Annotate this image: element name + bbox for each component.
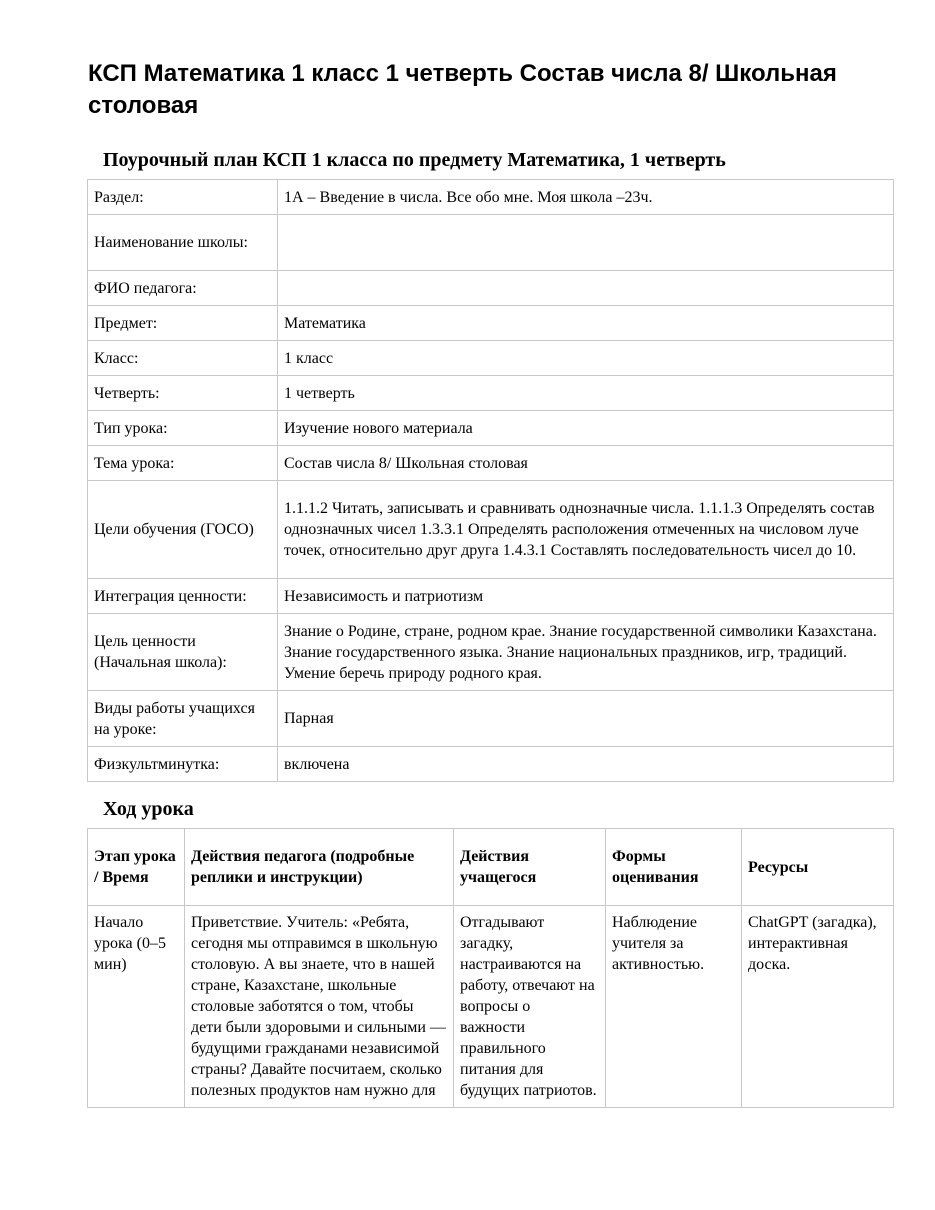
column-header-assessment: Формы оценивания <box>606 829 742 906</box>
info-value: 1.1.1.2 Читать, записывать и сравнивать однозначные числа. 1.1.1.3 Определять состав однозначных чисел 1.3.3.1 Определять расположения отмеченных на числовом луче точек, относительно друг друга 1.4.3.1 Составлять последовательность чисел до 10. <box>278 481 894 579</box>
info-label: Предмет: <box>88 306 278 341</box>
info-label: Раздел: <box>88 180 278 215</box>
column-header-resources: Ресурсы <box>742 829 894 906</box>
document-title: КСП Математика 1 класс 1 четверть Состав числа 8/ Школьная столовая <box>88 60 837 119</box>
info-value <box>278 271 894 306</box>
info-value <box>278 215 894 271</box>
info-row-school <box>88 215 894 271</box>
info-row-exercise-break <box>88 747 894 782</box>
info-row-subject <box>88 306 894 341</box>
info-value: Знание о Родине, стране, родном крае. Знание государственной символики Казахстана. Знание государственного языка. Знание национальных праздников, игр, традиций. Умение беречь природу родного края. <box>278 614 894 691</box>
cell-resources: ChatGPT (загадка), интерактивная доска. <box>742 906 894 1108</box>
info-row-lesson-type <box>88 411 894 446</box>
cell-student-actions: Отгадывают загадку, настраиваются на работу, отвечают на вопросы о важности правильного питания для будущих патриотов. <box>454 906 606 1108</box>
info-row-value-integration <box>88 579 894 614</box>
column-header-student-actions: Действия учащегося <box>454 829 606 906</box>
info-value: Математика <box>278 306 894 341</box>
info-label: Физкультминутка: <box>88 747 278 782</box>
info-label: ФИО педагога: <box>88 271 278 306</box>
info-label: Четверть: <box>88 376 278 411</box>
column-header-stage: Этап урока / Время <box>88 829 185 906</box>
lesson-flow-heading: Ход урока <box>103 798 194 820</box>
info-row-grade <box>88 341 894 376</box>
lesson-flow-table <box>87 828 894 1108</box>
plan-heading: Поурочный план КСП 1 класса по предмету Математика, 1 четверть <box>103 149 726 171</box>
info-label: Цели обучения (ГОСО) <box>88 481 278 579</box>
info-label: Цель ценности (Начальная школа): <box>88 614 278 691</box>
info-row-quarter <box>88 376 894 411</box>
info-label: Тема урока: <box>88 446 278 481</box>
table-row <box>88 906 894 1108</box>
info-value: Независимость и патриотизм <box>278 579 894 614</box>
info-value: Изучение нового материала <box>278 411 894 446</box>
cell-stage: Начало урока (0–5 мин) <box>88 906 185 1108</box>
info-value: 1 четверть <box>278 376 894 411</box>
cell-assessment: Наблюдение учителя за активностью. <box>606 906 742 1108</box>
lesson-header-row <box>88 829 894 906</box>
info-row-section <box>88 180 894 215</box>
info-row-value-goal <box>88 614 894 691</box>
cell-teacher-actions: Приветствие. Учитель: «Ребята, сегодня мы отправимся в школьную столовую. А вы знаете, что в нашей стране, Казахстане, школьные столовые заботятся о том, чтобы дети были здоровыми и сильными — будущими гражданами независимой страны? Давайте посчитаем, сколько полезных продуктов нам нужно для <box>185 906 454 1108</box>
info-value: включена <box>278 747 894 782</box>
info-label: Тип урока: <box>88 411 278 446</box>
info-row-work-types <box>88 691 894 747</box>
info-label: Класс: <box>88 341 278 376</box>
info-label: Интеграция ценности: <box>88 579 278 614</box>
info-value: 1 класс <box>278 341 894 376</box>
info-value: Состав числа 8/ Школьная столовая <box>278 446 894 481</box>
info-label: Виды работы учащихся на уроке: <box>88 691 278 747</box>
info-value: Парная <box>278 691 894 747</box>
lesson-info-table <box>87 179 894 782</box>
info-row-lesson-topic <box>88 446 894 481</box>
info-value: 1А – Введение в числа. Все обо мне. Моя школа –23ч. <box>278 180 894 215</box>
info-row-teacher <box>88 271 894 306</box>
info-row-learning-goals <box>88 481 894 579</box>
info-label: Наименование школы: <box>88 215 278 271</box>
column-header-teacher-actions: Действия педагога (подробные реплики и инструкции) <box>185 829 454 906</box>
